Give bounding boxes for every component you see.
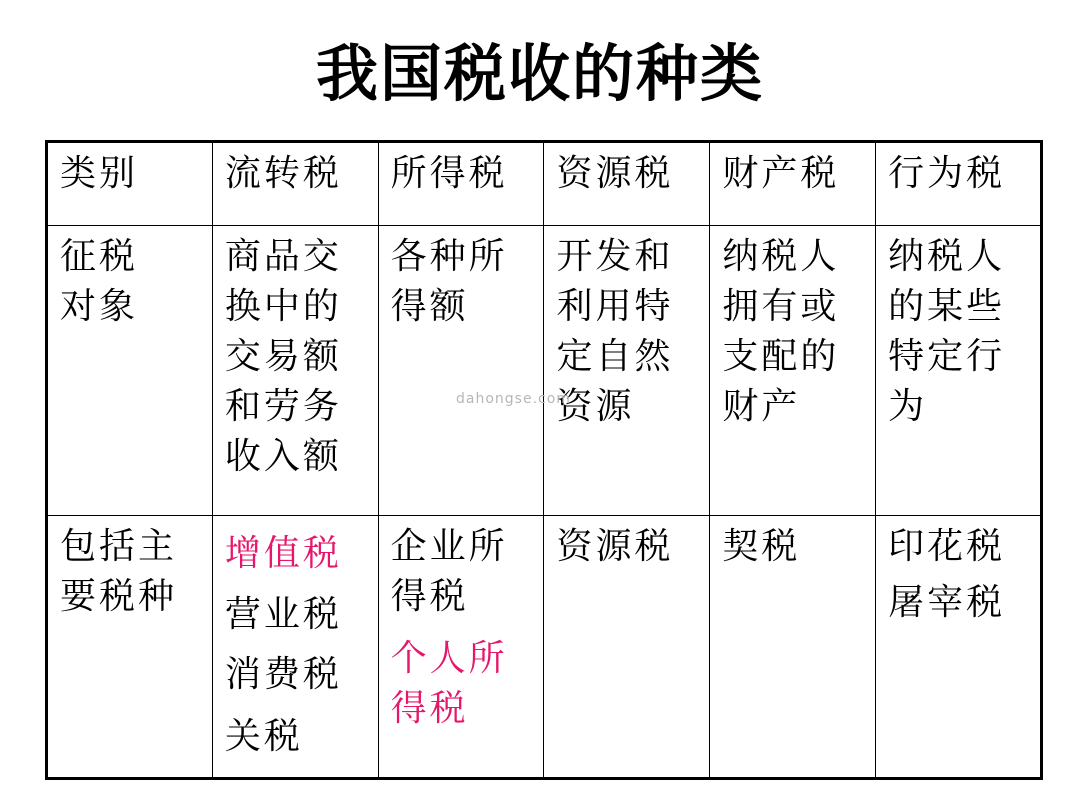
cell-line: 各种所 bbox=[390, 236, 508, 277]
tax-item: 契税 bbox=[722, 526, 801, 567]
header-resource-tax: 资源税 bbox=[544, 142, 710, 226]
header-behavior-tax: 行为税 bbox=[876, 142, 1042, 226]
cell-line: 拥有或 bbox=[722, 286, 840, 327]
cell-line: 交易额 bbox=[224, 336, 342, 377]
cell-line: 资源 bbox=[556, 386, 635, 427]
cell-income-object bbox=[378, 226, 544, 516]
cell-resource-object bbox=[544, 226, 710, 516]
label-line: 要税种 bbox=[60, 576, 178, 617]
tax-item: 得税 bbox=[390, 576, 469, 617]
cell-line: 商品交 bbox=[224, 236, 342, 277]
cell-behavior-object bbox=[876, 226, 1042, 516]
table-row-tax-object bbox=[47, 226, 1042, 516]
tax-types-table bbox=[45, 140, 1043, 780]
label-line: 征税 bbox=[60, 236, 139, 277]
header-turnover-tax: 流转税 bbox=[212, 142, 378, 226]
tax-item: 屠宰税 bbox=[888, 582, 1006, 623]
header-income-tax: 所得税 bbox=[378, 142, 544, 226]
cell-line: 和劳务 bbox=[224, 386, 342, 427]
highlighted-tax: 得税 bbox=[390, 688, 469, 729]
cell-line: 纳税人 bbox=[722, 236, 840, 277]
highlighted-tax: 个人所 bbox=[390, 638, 508, 679]
cell-income-taxes bbox=[378, 516, 544, 779]
highlighted-tax: 增值税 bbox=[224, 533, 342, 574]
cell-line: 开发和 bbox=[556, 236, 674, 277]
cell-line: 纳税人 bbox=[888, 236, 1006, 277]
cell-property-object bbox=[710, 226, 876, 516]
cell-property-taxes bbox=[710, 516, 876, 779]
cell-line: 收入额 bbox=[224, 436, 342, 477]
cell-line: 换中的 bbox=[224, 286, 342, 327]
cell-turnover-taxes bbox=[212, 516, 378, 779]
cell-line: 得额 bbox=[390, 286, 469, 327]
row-label-main-taxes bbox=[47, 516, 213, 779]
header-category: 类别 bbox=[47, 142, 213, 226]
watermark: dahongse.com bbox=[456, 391, 571, 407]
tax-item: 消费税 bbox=[224, 654, 342, 695]
cell-resource-taxes bbox=[544, 516, 710, 779]
cell-line: 定自然 bbox=[556, 336, 674, 377]
tax-item: 企业所 bbox=[390, 526, 508, 567]
header-property-tax: 财产税 bbox=[710, 142, 876, 226]
row-label-tax-object bbox=[47, 226, 213, 516]
tax-item: 印花税 bbox=[888, 526, 1006, 567]
tax-item: 营业税 bbox=[224, 594, 342, 635]
cell-line: 利用特 bbox=[556, 286, 674, 327]
cell-line: 的某些 bbox=[888, 286, 1006, 327]
label-line: 包括主 bbox=[60, 526, 178, 567]
tax-item: 资源税 bbox=[556, 526, 674, 567]
cell-line: 支配的 bbox=[722, 336, 840, 377]
cell-line: 为 bbox=[888, 386, 928, 427]
tax-item: 关税 bbox=[224, 716, 303, 757]
label-line: 对象 bbox=[60, 286, 139, 327]
cell-line: 特定行 bbox=[888, 336, 1006, 377]
cell-line: 财产 bbox=[722, 386, 801, 427]
table-header-row bbox=[47, 142, 1042, 226]
cell-behavior-taxes bbox=[876, 516, 1042, 779]
page-title: 我国税收的种类 bbox=[315, 37, 764, 110]
cell-turnover-object bbox=[212, 226, 378, 516]
table-row-main-taxes bbox=[47, 516, 1042, 779]
